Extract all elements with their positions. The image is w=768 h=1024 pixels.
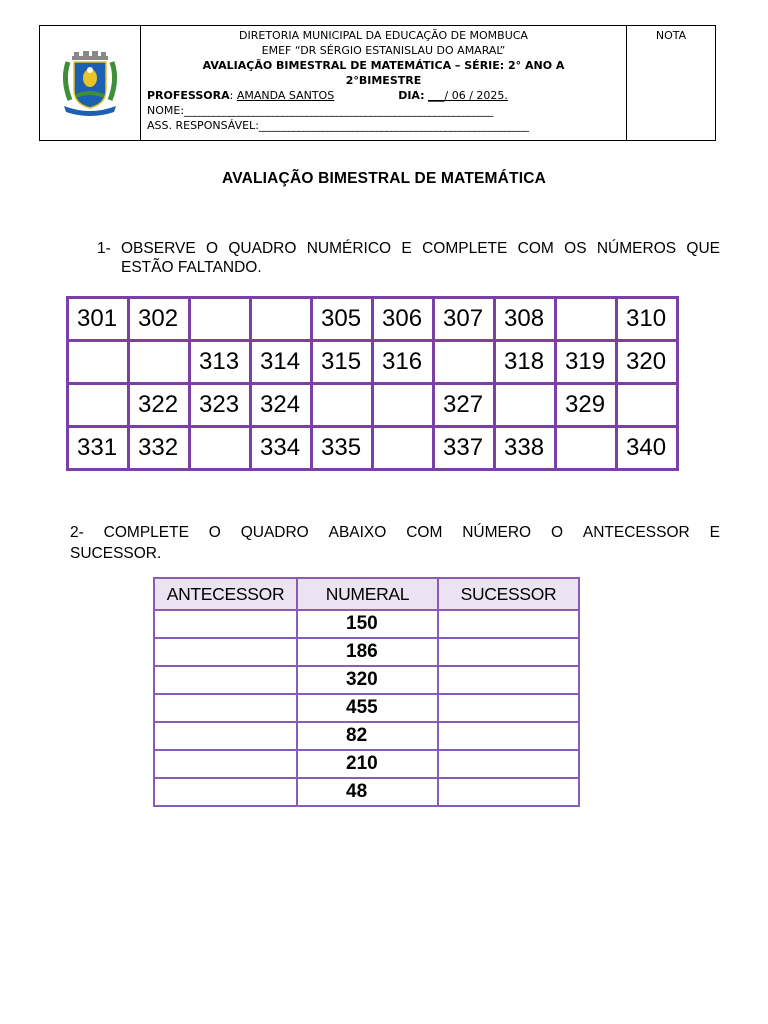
student-name-label: NOME: [147, 104, 185, 117]
numeral-cell: 48 [297, 778, 438, 806]
grid-cell-blank[interactable] [190, 427, 251, 470]
grid-cell: 334 [251, 427, 312, 470]
table-row [154, 722, 579, 750]
word: E [709, 524, 720, 541]
question-2-text-line1 [70, 522, 720, 543]
table-header-row [154, 578, 579, 610]
grid-row [68, 298, 678, 341]
grid-cell: 310 [617, 298, 678, 341]
antecessor-cell[interactable] [154, 694, 297, 722]
word: 2- [70, 524, 84, 541]
antecessor-cell[interactable] [154, 610, 297, 638]
numeral-cell: 455 [297, 694, 438, 722]
grid-cell-blank[interactable] [617, 384, 678, 427]
header-line-school: EMEF “DR SÉRGIO ESTANISLAU DO AMARAL” [261, 44, 506, 57]
grid-cell: 323 [190, 384, 251, 427]
word: COMPLETE [422, 240, 508, 257]
numeral-cell: 82 [297, 722, 438, 750]
grid-row [68, 341, 678, 384]
date-label: DIA: [398, 89, 425, 102]
date-value: ___/ 06 / 2025. [428, 89, 508, 102]
antecessor-cell[interactable] [154, 666, 297, 694]
teacher-name: AMANDA SANTOS [236, 89, 335, 102]
grade-cell[interactable] [627, 26, 715, 140]
grid-cell-blank[interactable] [129, 341, 190, 384]
sucessor-cell[interactable] [438, 722, 579, 750]
header-sucessor: SUCESSOR [438, 578, 579, 610]
grid-cell: 302 [129, 298, 190, 341]
grid-cell: 332 [129, 427, 190, 470]
header-numeral: NUMERAL [297, 578, 438, 610]
header-line-bimestre: 2°BIMESTRE [345, 74, 422, 87]
header-line-diretoria: DIRETORIA MUNICIPAL DA EDUCAÇÃO DE MOMBUCA [239, 29, 528, 42]
word: COMPLETE [103, 524, 189, 541]
predecessor-successor-table [153, 577, 580, 807]
logo-cell [40, 26, 141, 140]
word: ANTECESSOR [582, 524, 690, 541]
sucessor-cell[interactable] [438, 610, 579, 638]
grid-cell: 322 [129, 384, 190, 427]
grid-row [68, 384, 678, 427]
antecessor-cell[interactable] [154, 722, 297, 750]
sucessor-cell[interactable] [438, 638, 579, 666]
word: OBSERVE [121, 240, 196, 257]
grid-cell: 308 [495, 298, 556, 341]
page-title: AVALIAÇÃO BIMESTRAL DE MATEMÁTICA [221, 170, 547, 187]
municipal-coat-of-arms-icon [58, 50, 122, 116]
word: O [205, 240, 219, 257]
number-grid [66, 296, 679, 471]
teacher-date-row: PROFESSORA : AMANDA SANTOS DIA: ___/ 06 / 2025. [147, 89, 508, 102]
sucessor-cell[interactable] [438, 666, 579, 694]
sucessor-cell[interactable] [438, 694, 579, 722]
header-info [141, 26, 627, 140]
grade-label: NOTA [655, 29, 687, 42]
table-row [154, 694, 579, 722]
word: COM [406, 524, 443, 541]
antecessor-cell[interactable] [154, 638, 297, 666]
grid-cell: 313 [190, 341, 251, 384]
numeral-cell: 150 [297, 610, 438, 638]
word: ABAIXO [328, 524, 387, 541]
grid-cell: 315 [312, 341, 373, 384]
numeral-cell: 320 [297, 666, 438, 694]
table-row [154, 750, 579, 778]
header-table [39, 25, 716, 141]
sucessor-cell[interactable] [438, 750, 579, 778]
word: E [401, 240, 412, 257]
grid-cell: 301 [68, 298, 129, 341]
grid-cell: 316 [373, 341, 434, 384]
guardian-signature-row[interactable] [147, 118, 620, 133]
numeral-cell: 186 [297, 638, 438, 666]
grid-cell: 337 [434, 427, 495, 470]
question-1-text-line1 [121, 239, 720, 258]
guardian-signature-label: ASS. RESPONSÁVEL: [147, 119, 259, 132]
word: COM [517, 240, 554, 257]
grid-cell-blank[interactable] [68, 384, 129, 427]
grid-cell-blank[interactable] [434, 341, 495, 384]
grid-cell-blank[interactable] [251, 298, 312, 341]
grid-cell-blank[interactable] [373, 427, 434, 470]
grid-cell: 319 [556, 341, 617, 384]
grid-cell: 305 [312, 298, 373, 341]
word: O [550, 524, 564, 541]
question-2-text-line2: SUCESSOR. [70, 545, 162, 562]
grid-cell: 324 [251, 384, 312, 427]
guardian-signature-line[interactable]: _______________________________________________________ [258, 119, 529, 132]
grid-cell: 320 [617, 341, 678, 384]
word: NÚMERO [462, 524, 532, 541]
grid-cell-blank[interactable] [373, 384, 434, 427]
grid-cell: 329 [556, 384, 617, 427]
header-antecessor: ANTECESSOR [154, 578, 297, 610]
numeral-cell: 210 [297, 750, 438, 778]
table-row [154, 778, 579, 806]
sucessor-cell[interactable] [438, 778, 579, 806]
grid-cell-blank[interactable] [556, 298, 617, 341]
table-row [154, 610, 579, 638]
grid-cell: 338 [495, 427, 556, 470]
grid-cell-blank[interactable] [68, 341, 129, 384]
table-row [154, 638, 579, 666]
grid-cell: 306 [373, 298, 434, 341]
question-1-number: 1- [97, 240, 111, 257]
word: QUADRO [240, 524, 309, 541]
table-row [154, 666, 579, 694]
student-name-line[interactable]: _______________________________________________________________ [184, 104, 493, 117]
word: NUMÉRICO [306, 240, 392, 257]
question-1-text-line2: ESTÃO FALTANDO. [121, 259, 262, 276]
grid-cell: 335 [312, 427, 373, 470]
word: NÚMEROS [596, 240, 677, 257]
grid-cell: 318 [495, 341, 556, 384]
word: O [208, 524, 221, 541]
word: QUADRO [228, 240, 297, 257]
grid-cell-blank[interactable] [312, 384, 373, 427]
header-line-evaluation: AVALIAÇÃO BIMESTRAL DE MATEMÁTICA – SÉRIE: 2° ANO A [202, 59, 565, 72]
grid-row [68, 427, 678, 470]
word: QUE [686, 240, 720, 257]
question-2 [70, 522, 720, 564]
grid-cell: 307 [434, 298, 495, 341]
antecessor-cell[interactable] [154, 750, 297, 778]
teacher-label: PROFESSORA [147, 89, 230, 102]
antecessor-cell[interactable] [154, 778, 297, 806]
question-1 [97, 239, 720, 277]
word: OS [564, 240, 587, 257]
grid-cell: 314 [251, 341, 312, 384]
grid-cell: 331 [68, 427, 129, 470]
grid-cell: 327 [434, 384, 495, 427]
grid-cell: 340 [617, 427, 678, 470]
grid-cell-blank[interactable] [556, 427, 617, 470]
student-name-row[interactable] [147, 103, 620, 118]
grid-cell-blank[interactable] [495, 384, 556, 427]
grid-cell-blank[interactable] [190, 298, 251, 341]
